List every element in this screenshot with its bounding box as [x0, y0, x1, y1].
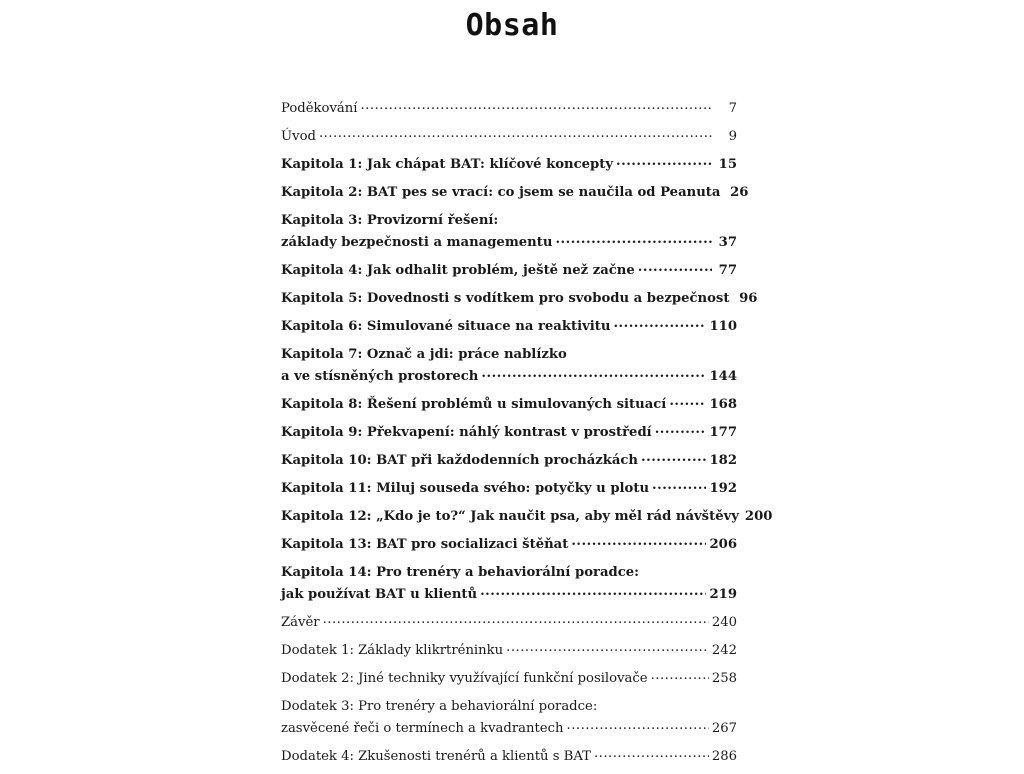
dot-leader — [651, 672, 709, 682]
toc-page-number: 192 — [709, 481, 737, 496]
toc-entry — [281, 562, 737, 606]
toc-entry-title: jak používat BAT u klientů — [281, 587, 478, 602]
toc-entry-line — [281, 696, 737, 718]
toc-entry-title: Kapitola 10: BAT při každodenních procházkách — [281, 453, 639, 468]
toc-entry-title: Poděkování — [281, 101, 358, 116]
toc-page-number: 267 — [711, 721, 737, 736]
toc-entry-title: Dodatek 3: Pro trenéry a behaviorální poradce: — [281, 699, 598, 714]
toc-page-number: 7 — [728, 101, 737, 116]
toc-entry-title: Závěr — [281, 615, 320, 630]
toc-entry — [281, 450, 737, 472]
dot-leader — [567, 722, 709, 732]
toc-entry — [281, 534, 737, 556]
toc-entry — [281, 422, 737, 444]
dot-leader — [669, 398, 706, 408]
toc-entry-line — [281, 534, 737, 556]
toc-entry-line — [281, 344, 737, 366]
toc-page-number: 37 — [718, 235, 737, 250]
dot-leader — [360, 102, 712, 112]
toc-entry-line — [281, 478, 737, 500]
toc-page-number: 286 — [711, 749, 737, 764]
toc-entry — [281, 98, 737, 120]
toc-entry-line — [281, 422, 737, 444]
toc-entry-line — [281, 506, 773, 528]
toc-entry-title: Kapitola 6: Simulované situace na reaktivitu — [281, 319, 611, 334]
toc-page-number: 200 — [744, 509, 773, 524]
toc-entry-line — [281, 260, 737, 282]
toc-entry-line — [281, 98, 737, 120]
toc-page-number: 96 — [739, 291, 758, 306]
toc-page-number: 182 — [709, 453, 737, 468]
toc-entry-line — [281, 394, 737, 416]
dot-leader — [652, 482, 706, 492]
toc-entry — [281, 154, 737, 176]
toc-entry-title: Kapitola 1: Jak chápat BAT: klíčové koncepty — [281, 157, 614, 172]
toc-entry — [281, 260, 737, 282]
dot-leader — [319, 130, 712, 140]
dot-leader — [481, 370, 706, 380]
toc-page-number: 168 — [709, 397, 737, 412]
toc-page-number: 9 — [728, 129, 737, 144]
toc-page-number: 258 — [711, 671, 737, 686]
dot-leader — [594, 750, 709, 760]
toc-page-number: 15 — [718, 157, 737, 172]
toc-page-number: 26 — [730, 185, 749, 200]
toc-entry-line — [281, 232, 737, 254]
toc-entry — [281, 696, 737, 740]
toc-page-number: 219 — [709, 587, 737, 602]
toc-entry-line — [281, 316, 737, 338]
toc-entry-line — [281, 154, 737, 176]
toc-entry-line — [281, 182, 749, 204]
toc-entry-title: Kapitola 11: Miluj souseda svého: potyčky u plotu — [281, 481, 650, 496]
toc-page-number: 144 — [709, 369, 737, 384]
dot-leader — [613, 320, 706, 330]
toc-entry-title: Dodatek 1: Základy klikrtréninku — [281, 643, 504, 658]
dot-leader — [555, 236, 712, 246]
toc-entry — [281, 288, 758, 310]
dot-leader — [641, 454, 706, 464]
toc-entry-title: Kapitola 4: Jak odhalit problém, ještě než začne — [281, 263, 635, 278]
dot-leader — [655, 426, 707, 436]
toc-page-number: 206 — [709, 537, 737, 552]
dot-leader — [616, 158, 712, 168]
toc-entry-title: zasvěcené řeči o termínech a kvadrantech — [281, 721, 564, 736]
toc-page-number: 77 — [718, 263, 737, 278]
toc-entry-title: Kapitola 7: Označ a jdi: práce nablízko — [281, 347, 567, 362]
toc-entry-title: základy bezpečnosti a managementu — [281, 235, 553, 250]
toc-entry-title: a ve stísněných prostorech — [281, 369, 479, 384]
toc-entry — [281, 182, 749, 204]
toc-entry-line — [281, 288, 758, 310]
table-of-contents — [281, 98, 773, 774]
toc-entry — [281, 668, 737, 690]
toc-entry-line — [281, 366, 737, 388]
toc-entry-line — [281, 640, 737, 662]
toc-entry-line — [281, 584, 737, 606]
toc-entry — [281, 394, 737, 416]
toc-entry-line — [281, 718, 737, 740]
toc-entry-line — [281, 612, 737, 634]
toc-entry-title: Dodatek 2: Jiné techniky využívající funkční posilovače — [281, 671, 648, 686]
toc-entry-line — [281, 668, 737, 690]
toc-entry — [281, 210, 737, 254]
toc-entry-line — [281, 126, 737, 148]
dot-leader — [323, 616, 709, 626]
page-title: Obsah — [465, 8, 559, 43]
toc-entry-title: Kapitola 8: Řešení problémů u simulovaných situací — [281, 397, 667, 412]
toc-entry — [281, 640, 737, 662]
toc-entry-line — [281, 746, 737, 768]
toc-entry — [281, 344, 737, 388]
toc-entry — [281, 746, 737, 768]
toc-page-number: 110 — [709, 319, 737, 334]
toc-entry-title: Úvod — [281, 129, 316, 144]
toc-entry — [281, 506, 773, 528]
dot-leader — [480, 588, 706, 598]
toc-entry-line — [281, 562, 737, 584]
toc-entry-title: Dodatek 4: Zkušenosti trenérů a klientů s BAT — [281, 749, 591, 764]
dot-leader — [506, 644, 709, 654]
toc-entry — [281, 126, 737, 148]
toc-page-number: 240 — [711, 615, 737, 630]
dot-leader — [638, 264, 712, 274]
toc-entry-title: Kapitola 9: Překvapení: náhlý kontrast v prostředí — [281, 425, 652, 440]
toc-entry-line — [281, 210, 737, 232]
toc-page-number: 242 — [711, 643, 737, 658]
toc-entry — [281, 478, 737, 500]
toc-entry-title: Kapitola 5: Dovednosti s vodítkem pro svobodu a bezpečnost — [281, 291, 730, 306]
toc-entry-title: Kapitola 14: Pro trenéry a behaviorální poradce: — [281, 565, 640, 580]
toc-entry-title: Kapitola 2: BAT pes se vrací: co jsem se naučila od Peanuta — [281, 185, 721, 200]
toc-page-number: 177 — [709, 425, 737, 440]
dot-leader — [571, 538, 706, 548]
toc-entry-title: Kapitola 13: BAT pro socializaci štěňat — [281, 537, 569, 552]
toc-entry — [281, 316, 737, 338]
toc-entry-title: Kapitola 12: „Kdo je to?“ Jak naučit psa, aby měl rád návštěvy — [281, 509, 739, 524]
toc-entry-title: Kapitola 3: Provizorní řešení: — [281, 213, 499, 228]
toc-entry-line — [281, 450, 737, 472]
toc-entry — [281, 612, 737, 634]
